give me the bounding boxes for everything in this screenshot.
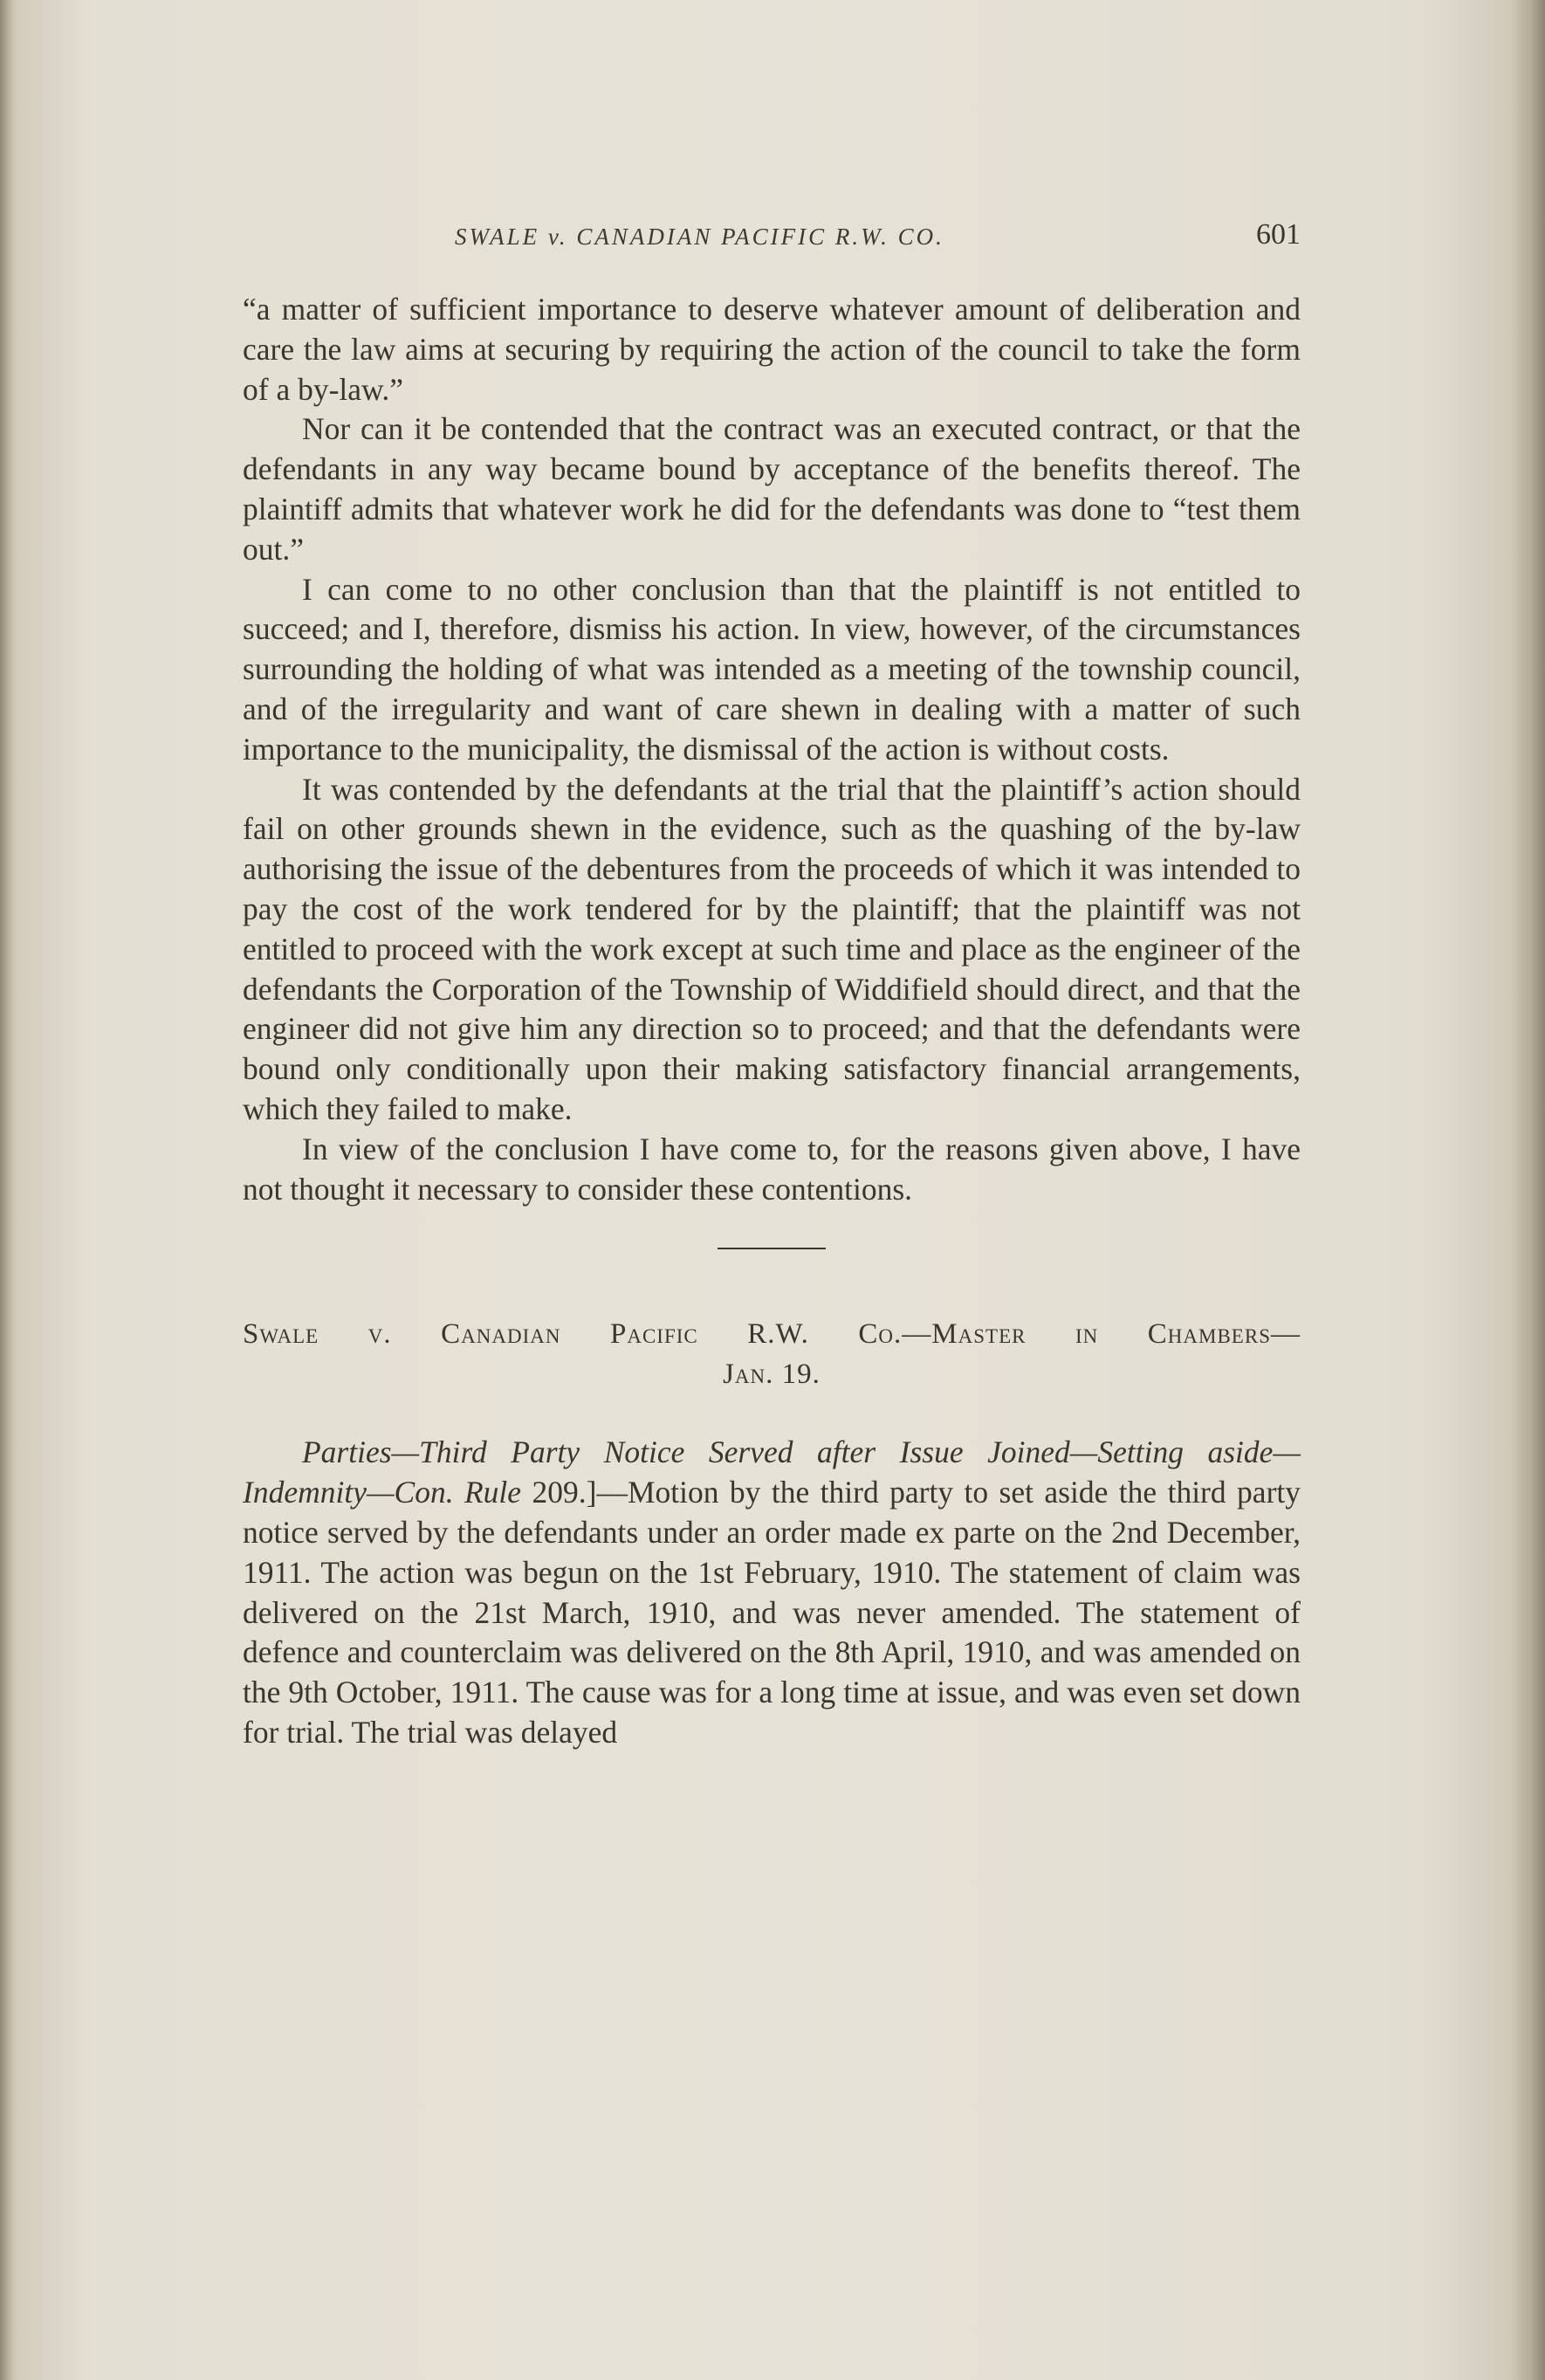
case-heading-line-2: Jan. 19. (723, 1359, 821, 1391)
case-heading-line-1: Swale v. Canadian Pacific R.W. Co.—Master in Chambers— (243, 1318, 1301, 1351)
page-edge-right (1510, 0, 1545, 2380)
page-header (243, 218, 1301, 267)
head-note-italic: Parties—Third Party Notice Served after Issue Joined—Setting aside—Indemnity—Con. Rule (243, 1434, 1301, 1510)
paragraph-1: “a matter of sufficient importance to deserve whatever amount of deliberation and care the law aims at securing by requiring the action of the council to take the form of a by-law.” (243, 292, 1301, 407)
page-number: 601 (1256, 218, 1301, 251)
case-heading (243, 1314, 1301, 1394)
paragraph-5: In view of the conclusion I have come to, for the reasons given above, I have not thought it necessary to consider these contentions. (243, 1131, 1301, 1207)
paragraph-3: I can come to no other conclusion than that the plaintiff is not entitled to succeed; and I, therefore, dismiss his action. In view, however, of the circumstances surrounding the holding of what was intended as a meeting of the township council, and of the irregularity and want of care shewn in dealing with a matter of such importance to the municipality, the dismissal of the action is without costs. (243, 571, 1301, 767)
page-text-block (243, 218, 1301, 1753)
running-head: SWALE v. CANADIAN PACIFIC R.W. CO. (455, 224, 944, 250)
head-note (243, 1433, 1301, 1752)
page-edge-left (0, 0, 16, 2380)
paragraph-4: It was contended by the defendants at the trial that the plaintiff’s action should fail on other grounds shewn in the evidence, such as the quashing of the by-law authorising the issue of the debentures from the proceeds of which it was intended to pay the cost of the work tendered for by the plaintiff; that the plaintiff was not entitled to proceed with the work except at such time and place as the engineer of the defendants the Corporation of the Township of Widdifield should direct, and that the engineer did not give him any direction so to proceed; and that the defendants were bound only conditionally upon their making satisfactory financial arrangements, which they failed to make. (243, 771, 1301, 1126)
head-note-text: 209.]—Motion by the third party to set aside the third party notice served by the defendants under an order made ex parte on the 2nd December, 1911. The action was begun on the 1st February, 1910. The statement of claim was delivered on the 21st March, 1910, and was never amended. The statement of defence and counterclaim was delivered on the 8th April, 1910, and was amended on the 9th October, 1911. The cause was for a long time at issue, and was even set down for trial. The trial was delayed (243, 1475, 1301, 1750)
paragraph-2: Nor can it be contended that the contract was an executed contract, or that the defendants in any way became bound by acceptance of the benefits thereof. The plaintiff admits that whatever work he did for the defendants was done to “test them out.” (243, 411, 1301, 567)
section-divider (718, 1248, 826, 1249)
